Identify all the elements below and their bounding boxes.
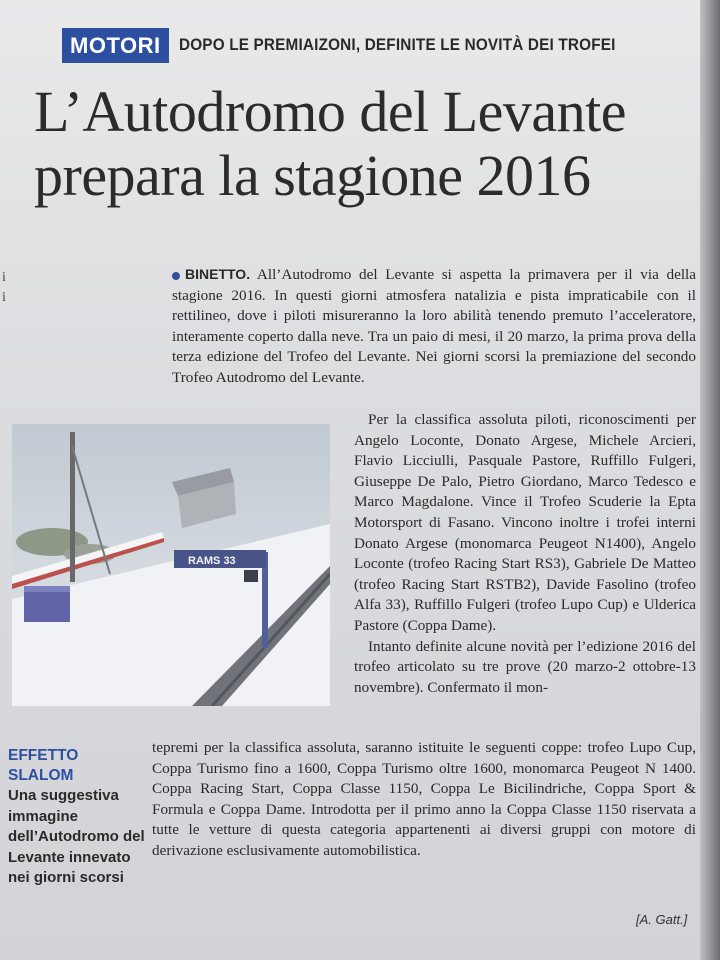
adjacent-column-fragment: i i <box>2 270 6 305</box>
body-paragraph-1: Per la classifica assoluta piloti, riconoscimenti per Angelo Loconte, Donato Argese, Michele Arcieri, Flavio Licciulli, Pasquale Pastore, Ruffillo Fulgeri, Giuseppe De Palo, Pietro Giordano, Marco Tedesco e Marco Magdalone. Vince il Trofeo Scuderie la Epta Motorsport di Fasano. Vincono inoltre i trofei interni Donato Argese (monomarca Peugeot N1400), Angelo Loconte (trofeo Racing Start RS3), Gabriele De Matteo (trofeo Racing Start RSTB2), Davide Fasolino (trofeo Alfa 33), Ruffillo Fulgeri (trofeo Lupo Cup) e Ulderica Pastore (Coppa Dame). <box>354 411 696 634</box>
caption-title-line-2: SLALOM <box>8 767 74 784</box>
paper-edge <box>700 0 720 960</box>
body-column-bottom <box>152 738 696 862</box>
caption-text: Una suggestiva immagine dell’Autodromo del Levante innevato nei giorni scorsi <box>8 787 145 887</box>
headline-line-1: L’Autodromo del Levante <box>34 79 626 144</box>
headline-line-2: prepara la stagione 2016 <box>34 143 591 208</box>
photo-caption <box>8 746 148 889</box>
body-paragraph-2-continued: tepremi per la classifica assoluta, saranno istituite le seguenti coppe: trofeo Lupo Cup, Coppa Turismo fino a 1600, Coppa Turismo oltre 1600, monomarca Peugeot N 1400. Coppa Racing Start, Coppa Classe 1150, Coppa Le Bicilindriche, Coppa Sport & Formula e Coppa Dame. Introdotta per il primo anno la Coppa Classe 1150 riservata a tutte le vetture di questa categoria appartenenti ai diversi gruppi con motore di derivazione esclusivamente automobilistica. <box>152 739 696 859</box>
dateline: BINETTO. <box>185 266 251 282</box>
byline: [A. Gatt.] <box>636 912 688 927</box>
snowy-track-photo-drawing <box>12 424 330 706</box>
lead-text: All’Autodromo del Levante si aspetta la primavera per il via della stagione 2016. In questi giorni atmosfera natalizia e pista impraticabile con il rettilineo, dove i piloti misureranno la loro abilità tenendo premuto l’acceleratore, interamente coperto dalla neve. Tra un paio di mesi, il 20 marzo, la prima prova della terza edizione del Trofeo del Levante. Nei giorni scorsi la premiazione del secondo Trofeo Autodromo del Levante. <box>172 266 696 386</box>
gantry-sign-text: RAMS 33 <box>188 555 236 567</box>
bullet-dot-icon <box>172 272 180 280</box>
body-column-right <box>354 410 696 698</box>
kicker-subtitle: DOPO LE PREMIAIZONI, DEFINITE LE NOVITÀ DEI TROFEI <box>178 35 616 54</box>
body-paragraph-2-start: Intanto definite alcune novità per l’edizione 2016 del trofeo articolato su tre prove (20 marzo-2 ottobre-13 novembre). Confermato il mon- <box>354 637 696 696</box>
section-badge: MOTORI <box>62 28 169 63</box>
lead-paragraph <box>172 264 696 389</box>
caption-title-line-1: EFFETTO <box>8 747 79 764</box>
snowy-track-photo <box>12 424 330 706</box>
headline <box>34 80 694 208</box>
kicker <box>62 26 664 64</box>
